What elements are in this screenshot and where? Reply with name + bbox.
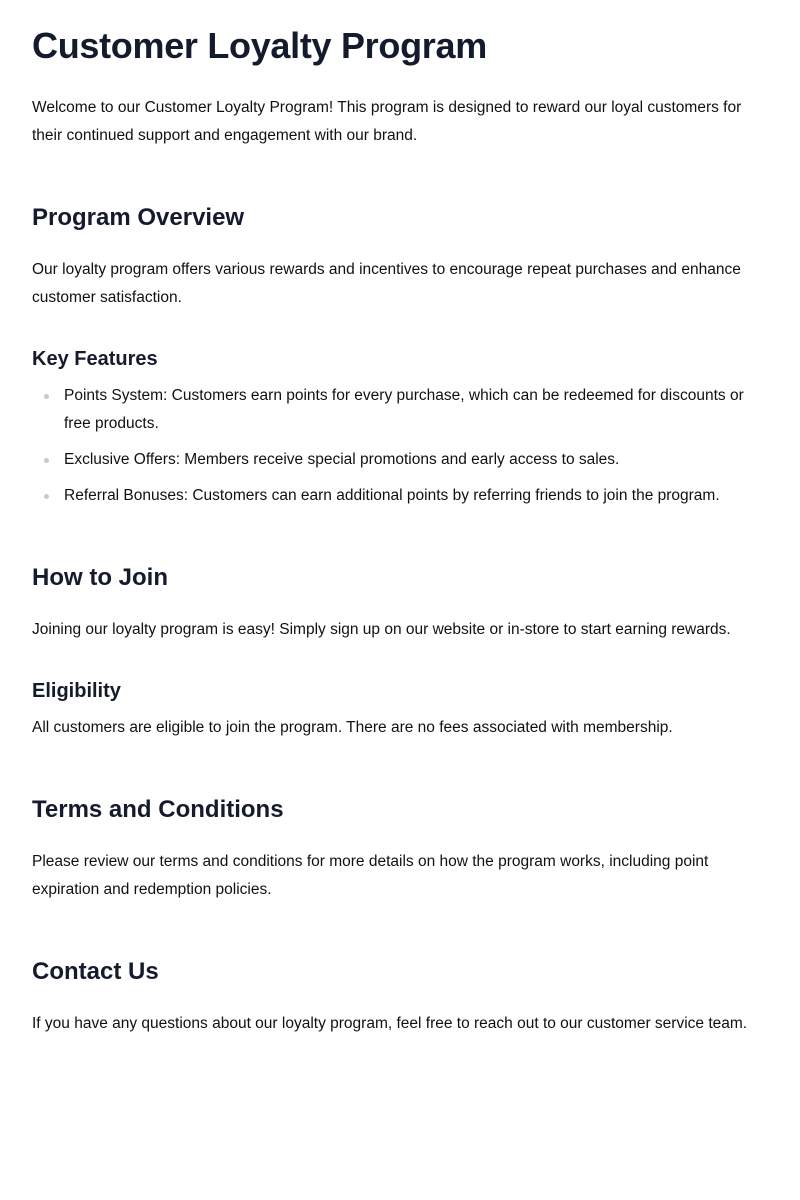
list-item-text: Referral Bonuses: Customers can earn additional points by referring friends to join the program. [64,487,720,504]
list-item [32,382,768,438]
how-to-join-heading: How to Join [32,564,168,591]
program-overview-heading: Program Overview [32,204,245,231]
contact-section [32,956,768,1038]
terms-section [32,794,768,904]
program-overview-section [32,202,768,510]
terms-heading: Terms and Conditions [32,796,284,823]
list-item-text: Exclusive Offers: Members receive special promotions and early access to sales. [64,451,620,468]
contact-text: If you have any questions about our loyalty program, feel free to reach out to our customer service team. [32,1015,748,1032]
key-features-heading: Key Features [32,348,158,370]
bullet-icon [44,494,49,499]
intro-paragraph: Welcome to our Customer Loyalty Program! This program is designed to reward our loyal customers for their continued support and engagement with our brand. [32,99,742,144]
contact-heading: Contact Us [32,958,159,985]
bullet-icon [44,458,49,463]
program-overview-text: Our loyalty program offers various rewards and incentives to encourage repeat purchases and enhance customer satisfaction. [32,261,741,306]
list-item [32,482,768,510]
eligibility-text: All customers are eligible to join the program. There are no fees associated with membership. [32,719,673,736]
list-item [32,446,768,474]
terms-text: Please review our terms and conditions for more details on how the program works, including point expiration and redemption policies. [32,853,709,898]
list-item-text: Points System: Customers earn points for every purchase, which can be redeemed for discounts or free products. [64,387,744,432]
eligibility-heading: Eligibility [32,680,121,702]
how-to-join-section [32,562,768,742]
key-features-list [32,382,768,510]
bullet-icon [44,394,49,399]
page-title: Customer Loyalty Program [32,25,487,66]
how-to-join-text: Joining our loyalty program is easy! Simply sign up on our website or in-store to start earning rewards. [32,621,731,638]
